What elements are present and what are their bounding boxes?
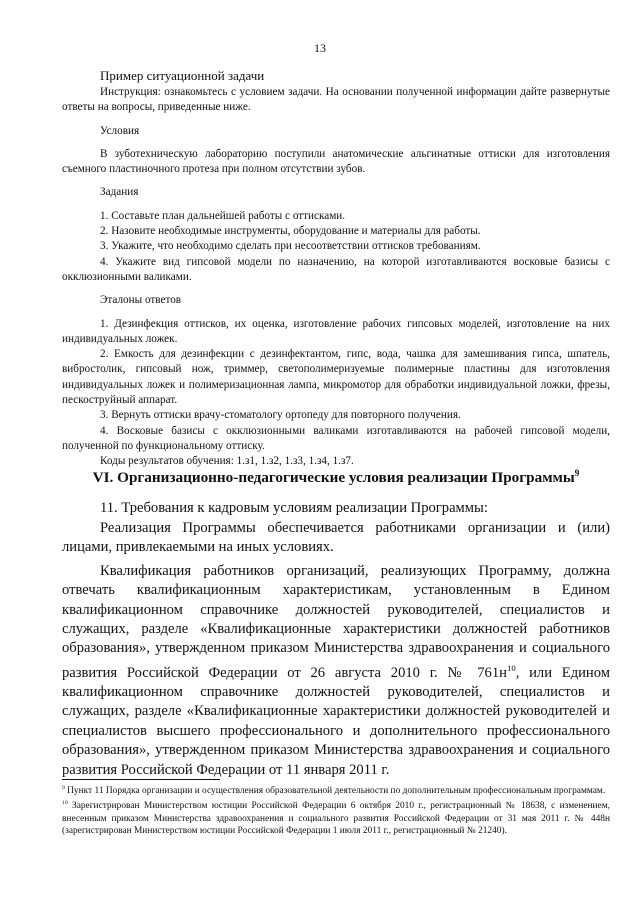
staffing-requirements-heading: 11. Требования к кадровым условиям реализации Программы: xyxy=(100,500,488,517)
tasks-label: Задания xyxy=(100,186,139,199)
example-heading: Пример ситуационной задачи xyxy=(100,68,265,83)
task-item-3: 3. Укажите, что необходимо сделать при несоответствии оттисков требованиям. xyxy=(100,240,481,253)
situational-task-block xyxy=(62,68,610,470)
answer-item-1: 1. Дезинфекция оттисков, их оценка, изготовление рабочих гипсовых моделей, изготовление на них индивидуальных ложек. xyxy=(62,317,610,345)
task-item-1: 1. Составьте план дальнейшей работы с оттисками. xyxy=(100,209,346,222)
qualification-text-part-1: Квалификация работников организаций, реализующих Программу, должна отвечать квалификационным характеристикам, установленным в Едином квалификационном справочнике должностей руководителей, специалистов и служащих, разделе «Квалификационные характеристики должностей работников образования», утвержденном приказом Министерства здравоохранения и социального развития Российской Федерации от 26 августа 2010 г. № 761н xyxy=(62,562,610,681)
section-vi xyxy=(62,464,610,780)
footnote-9-text: Пункт 11 Порядка организации и осуществления образовательной деятельности по дополнительным профессиональным программам. xyxy=(64,786,606,797)
staffing-paragraph: Реализация Программы обеспечивается работниками организации и (или) лицами, привлекаемыми на иных условиях. xyxy=(62,519,610,556)
footnote-mark-9: 9 xyxy=(62,785,65,791)
footnote-ref-9: 9 xyxy=(574,468,580,478)
qualification-paragraph xyxy=(62,562,610,780)
footnote-ref-10: 10 xyxy=(506,662,516,673)
example-instruction: Инструкция: ознакомьтесь с условием задачи. На основании полученной информации дайте развернутые ответы на вопросы, приведенные ниже. xyxy=(62,86,610,114)
footnotes xyxy=(62,782,610,837)
task-item-2: 2. Назовите необходимые инструменты, оборудование и материалы для работы. xyxy=(100,225,481,238)
conditions-label: Условия xyxy=(100,124,140,137)
learning-result-codes: Коды результатов обучения: 1.з1, 1.з2, 1.з3, 1.з4, 1.з7. xyxy=(100,455,354,468)
footnote-10 xyxy=(62,797,610,837)
footnote-mark-10: 10 xyxy=(62,800,68,807)
footnote-9 xyxy=(62,782,610,797)
task-item-4: 4. Укажите вид гипсовой модели по назначению, на которой изготавливаются восковые базисы с окклюзионными валиками. xyxy=(62,255,610,283)
qualification-text-part-2: , или Едином квалификационном справочнике должностей руководителей, специалистов и служащих, разделе «Квалификационные характеристики должностей руководителей и специалистов высшего профессионального и дополнительного профессионального образования», утвержденном приказом Министерства здравоохранения и социального развития Российской Федерации от 11 января 2011 г. xyxy=(62,664,611,778)
conditions-text: В зуботехническую лабораторию поступили анатомические альгинатные оттиски для изготовления съемного пластиночного протеза при полном отсутствии зубов. xyxy=(62,147,610,176)
answers-label: Эталоны ответов xyxy=(100,294,182,307)
footnote-separator xyxy=(62,779,220,780)
page-number: 13 xyxy=(314,41,326,55)
answer-item-4: 4. Восковые базисы с окклюзионными валиками изготавливаются на рабочей гипсовой модели, полученной по функциональному оттиску. xyxy=(62,424,610,452)
answer-item-2: 2. Емкость для дезинфекции с дезинфектантом, гипс, вода, чашка для замешивания гипса, шпатель, вибростолик, гипсовый нож, триммер, светополимеризуемые полимерные пластины для изготовления индивидуальных ложек и полимеризационная лампа, микромотор для обработки индивидуальной ложки, фрезы, пескоструйный аппарат. xyxy=(62,348,610,407)
section-title xyxy=(62,464,610,487)
answer-item-3: 3. Вернуть оттиски врачу-стоматологу ортопеду для повторного получения. xyxy=(100,409,461,422)
section-title-text: VI. Организационно-педагогические условия реализации Программы xyxy=(92,469,575,487)
footnote-10-text: Зарегистрирован Министерством юстиции Российской Федерации 6 октября 2010 г., регистрационный № 18638, с изменением, внесенным приказом Министерства здравоохранения и социального развития Российской Федерации от 31 мая 2011 г. № 448н (зарегистрирован Министерством юстиции Российской Федерации 1 июля 2011 г., регистрационный № 21240). xyxy=(62,801,610,836)
